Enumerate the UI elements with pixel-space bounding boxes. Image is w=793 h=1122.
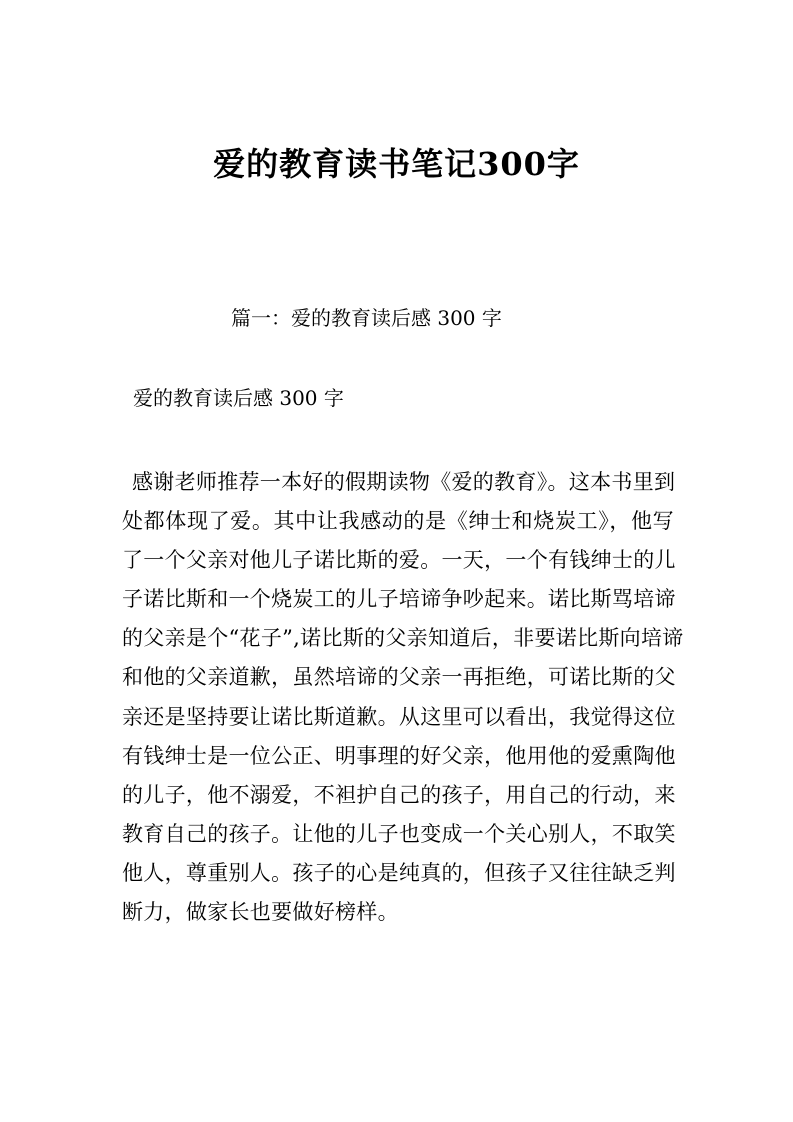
body-line: 和他的父亲道歉，虽然培谛的父亲一再拒绝，可诺比斯的父 xyxy=(122,665,676,690)
body-line: 子诺比斯和一个烧炭工的儿子培谛争吵起来。诺比斯骂培谛 xyxy=(122,587,676,612)
essay-subheading: 爱的教育读后感 300 字 xyxy=(133,386,344,410)
body-line: 亲还是坚持要让诺比斯道歉。从这里可以看出，我觉得这位 xyxy=(122,704,676,729)
body-line: 断力，做家长也要做好榜样。 xyxy=(122,900,399,925)
document-title: 爱的教育读书笔记300字 xyxy=(213,145,580,183)
essay-body xyxy=(122,463,684,932)
body-line: 的儿子，他不溺爱，不袒护自己的孩子，用自己的行动，来 xyxy=(122,782,676,807)
section-heading: 篇一：爱的教育读后感 300 字 xyxy=(231,306,502,330)
body-line: 的父亲是个“花子”,诺比斯的父亲知道后，非要诺比斯向培谛 xyxy=(122,626,684,651)
body-line: 处都体现了爱。其中让我感动的是《绅士和烧炭工》，他写 xyxy=(122,509,674,534)
body-line: 有钱绅士是一位公正、明事理的好父亲，他用他的爱熏陶他 xyxy=(122,743,676,768)
body-line: 教育自己的孩子。让他的儿子也变成一个关心别人，不取笑 xyxy=(122,821,676,846)
body-line: 他人，尊重别人。孩子的心是纯真的，但孩子又往往缺乏判 xyxy=(122,860,676,885)
body-line: 了一个父亲对他儿子诺比斯的爱。一天，一个有钱绅士的儿 xyxy=(122,548,676,573)
body-line: 感谢老师推荐一本好的假期读物《爱的教育》。这本书里到 xyxy=(132,470,676,494)
